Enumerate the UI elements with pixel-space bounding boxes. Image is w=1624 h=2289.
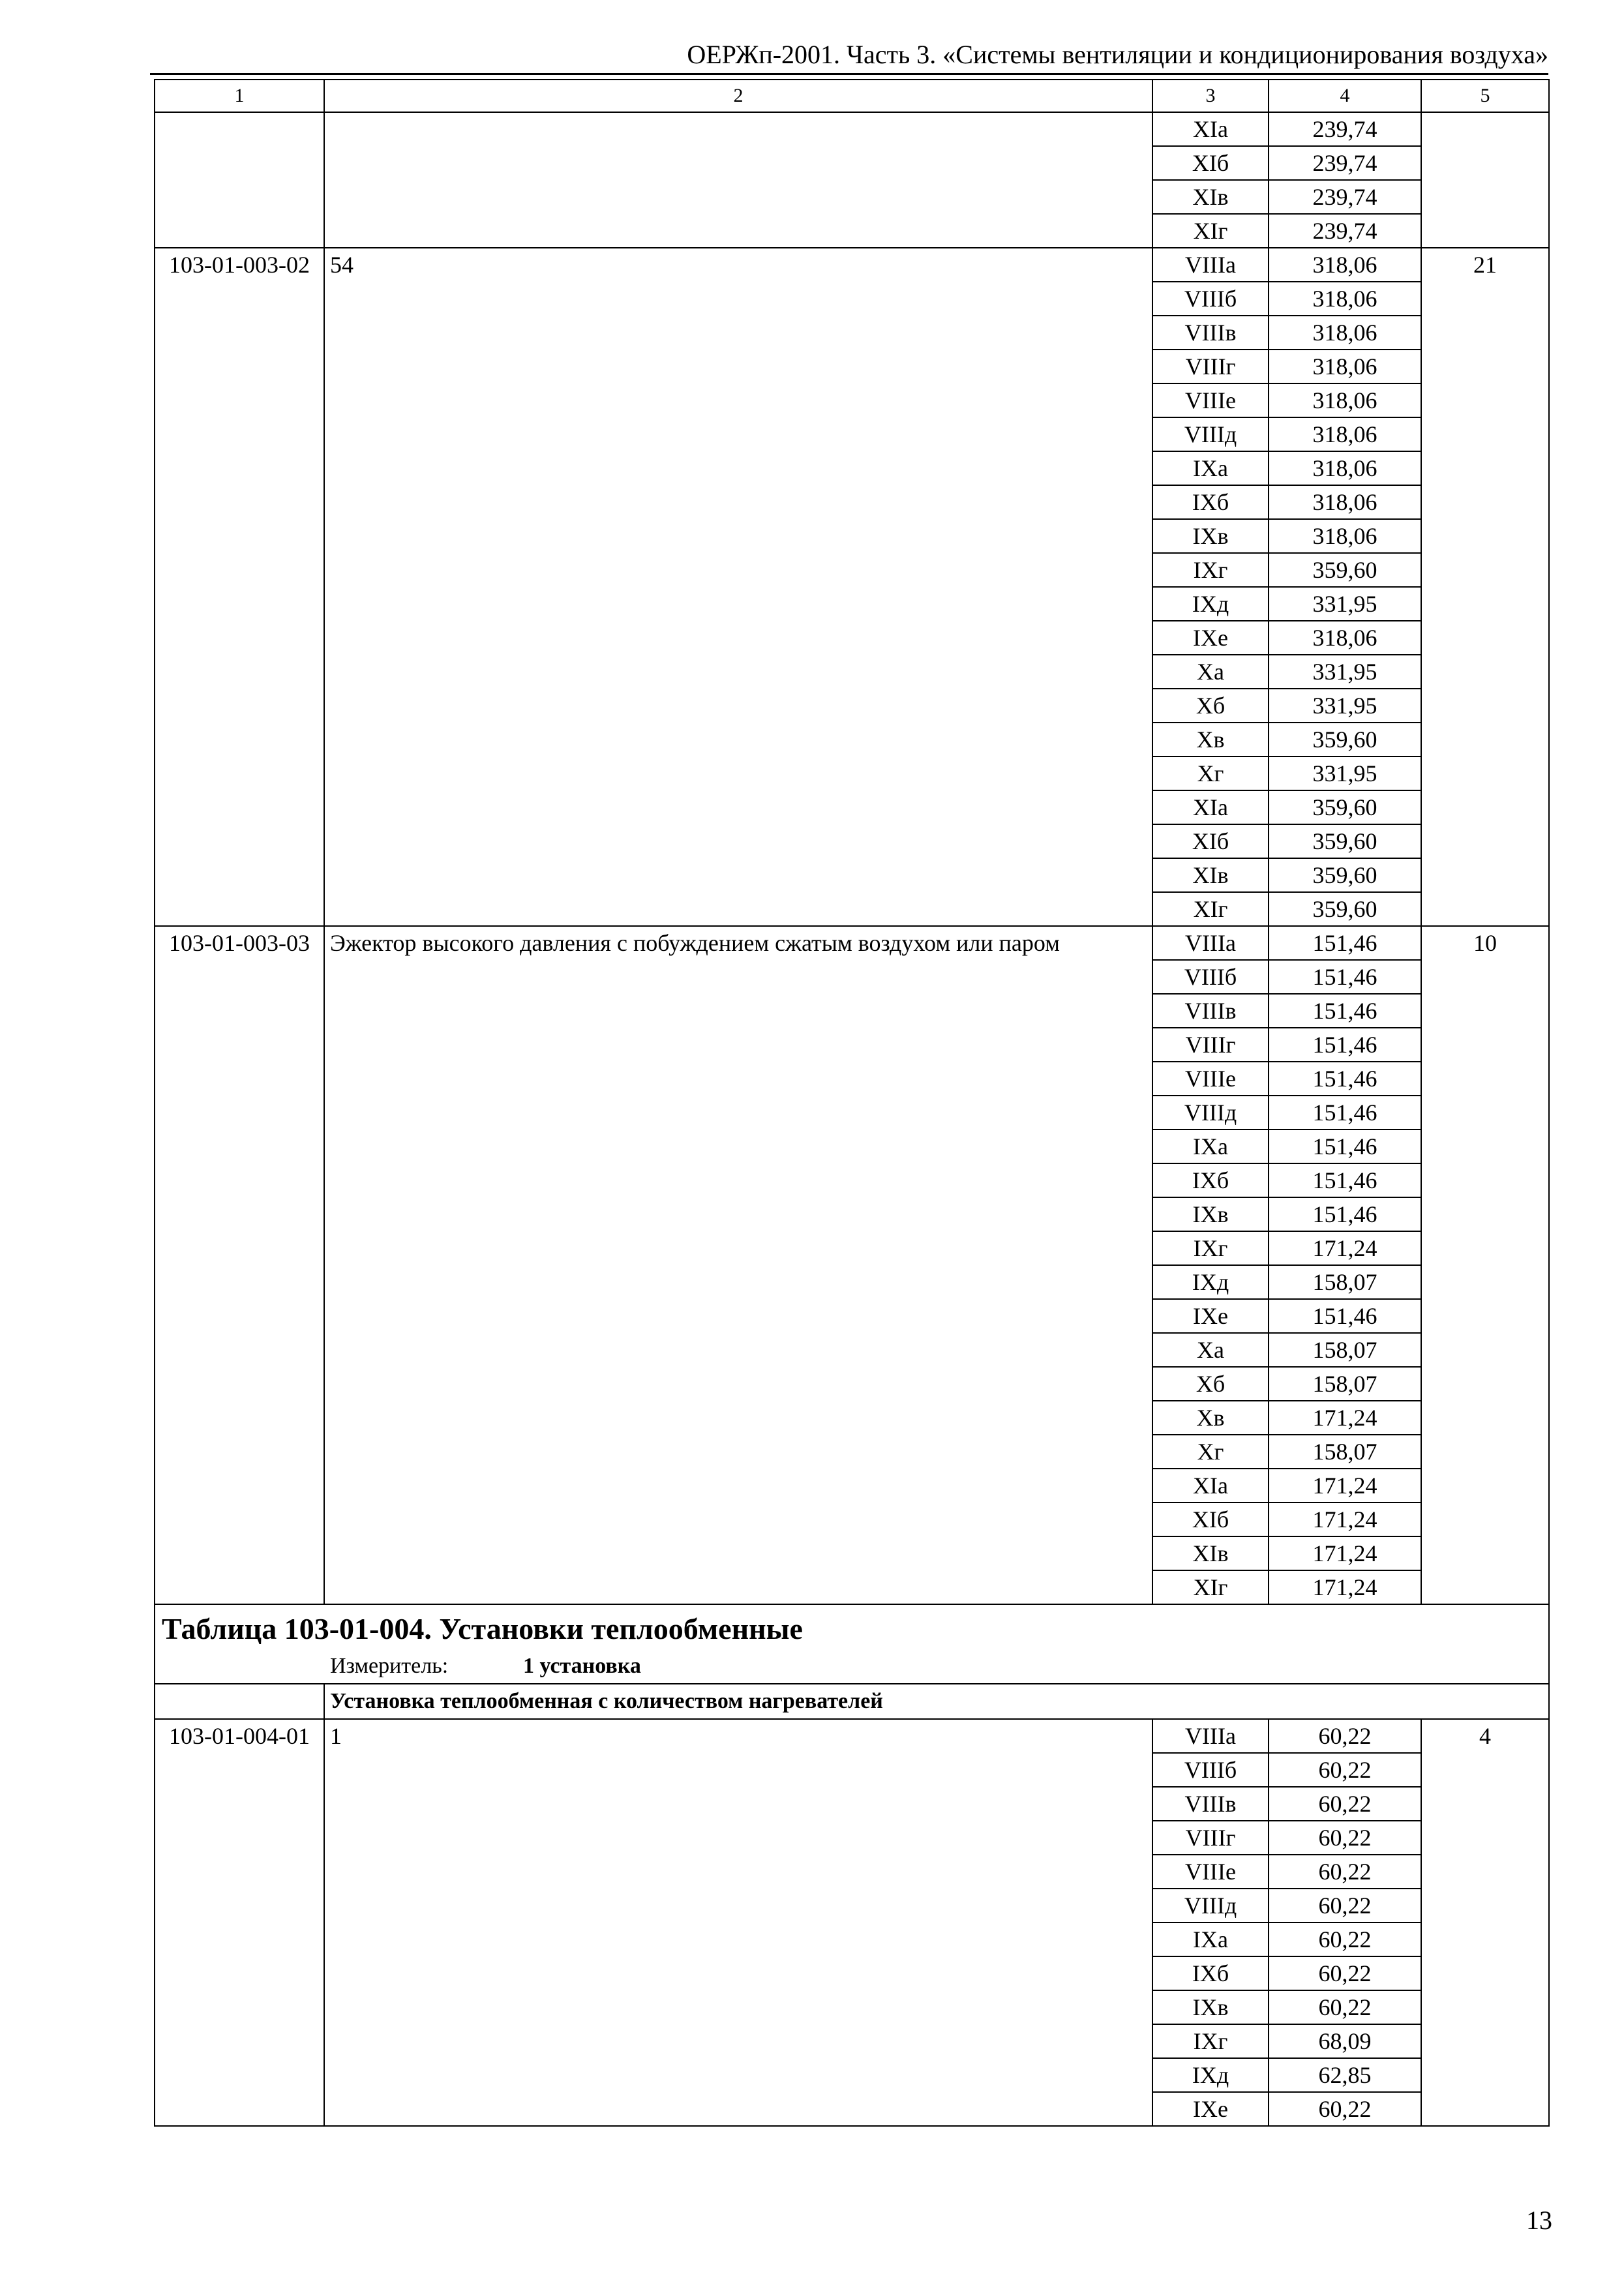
- zone-cell: IXб: [1152, 1956, 1269, 1990]
- page-number: 13: [1526, 2206, 1552, 2235]
- price-cell: 151,46: [1269, 1130, 1421, 1163]
- zone-cell: IXб: [1152, 485, 1269, 519]
- zone-cell: VIIIг: [1152, 350, 1269, 383]
- column-header-1: 1: [155, 80, 324, 112]
- price-cell: 151,46: [1269, 960, 1421, 994]
- zone-cell: Xб: [1152, 1367, 1269, 1401]
- zone-cell: IXв: [1152, 519, 1269, 553]
- price-cell: 359,60: [1269, 824, 1421, 858]
- zone-cell: VIIIв: [1152, 316, 1269, 350]
- zone-cell: VIIIа: [1152, 1719, 1269, 1753]
- price-cell: 151,46: [1269, 1299, 1421, 1333]
- price-cell: 151,46: [1269, 1163, 1421, 1197]
- zone-cell: VIIIг: [1152, 1028, 1269, 1062]
- subtitle: Установка теплообменная с количеством нагревателей: [324, 1684, 1549, 1719]
- price-cell: 318,06: [1269, 451, 1421, 485]
- table-title-row: [155, 1604, 1549, 1684]
- column-5-cell: [1421, 112, 1549, 248]
- measure-value: 1 установка: [523, 1654, 641, 1678]
- price-cell: 239,74: [1269, 214, 1421, 248]
- zone-cell: XIв: [1152, 858, 1269, 892]
- zone-cell: IXа: [1152, 1922, 1269, 1956]
- price-cell: 60,22: [1269, 1855, 1421, 1889]
- price-cell: 62,85: [1269, 2058, 1421, 2092]
- zone-cell: XIг: [1152, 892, 1269, 926]
- price-cell: 171,24: [1269, 1503, 1421, 1536]
- price-cell: 158,07: [1269, 1265, 1421, 1299]
- price-cell: 151,46: [1269, 926, 1421, 960]
- zone-cell: IXа: [1152, 1130, 1269, 1163]
- zone-cell: VIIIв: [1152, 994, 1269, 1028]
- price-cell: 239,74: [1269, 180, 1421, 214]
- description-cell: 54: [324, 248, 1152, 926]
- zone-cell: VIIIд: [1152, 417, 1269, 451]
- zone-cell: XIв: [1152, 180, 1269, 214]
- zone-cell: VIIIб: [1152, 282, 1269, 316]
- zone-cell: VIIIе: [1152, 1855, 1269, 1889]
- zone-cell: VIIIе: [1152, 1062, 1269, 1096]
- zone-cell: Xа: [1152, 655, 1269, 689]
- column-5-cell: 4: [1421, 1719, 1549, 2126]
- price-cell: 68,09: [1269, 2024, 1421, 2058]
- column-5-cell: 21: [1421, 248, 1549, 926]
- zone-cell: VIIIд: [1152, 1889, 1269, 1922]
- price-cell: 60,22: [1269, 1956, 1421, 1990]
- zone-cell: VIIIа: [1152, 248, 1269, 282]
- price-cell: 60,22: [1269, 1787, 1421, 1821]
- header-rule: [150, 73, 1548, 75]
- column-number-row: [155, 80, 1549, 112]
- zone-cell: Xг: [1152, 756, 1269, 790]
- price-cell: 151,46: [1269, 1062, 1421, 1096]
- price-cell: 331,95: [1269, 689, 1421, 723]
- column-header-2: 2: [324, 80, 1152, 112]
- code-cell: 103-01-003-02: [155, 248, 324, 926]
- zone-cell: IXд: [1152, 2058, 1269, 2092]
- price-cell: 318,06: [1269, 519, 1421, 553]
- zone-cell: Xб: [1152, 689, 1269, 723]
- zone-cell: VIIIд: [1152, 1096, 1269, 1130]
- price-cell: 151,46: [1269, 1028, 1421, 1062]
- zone-cell: XIг: [1152, 1570, 1269, 1604]
- price-cell: 60,22: [1269, 1719, 1421, 1753]
- table-row: [155, 112, 1549, 146]
- price-cell: 318,06: [1269, 417, 1421, 451]
- price-cell: 239,74: [1269, 146, 1421, 180]
- price-cell: 151,46: [1269, 1096, 1421, 1130]
- subtitle-spacer: [155, 1684, 324, 1719]
- price-cell: 171,24: [1269, 1570, 1421, 1604]
- zone-cell: XIб: [1152, 824, 1269, 858]
- price-cell: 318,06: [1269, 248, 1421, 282]
- zone-cell: VIIIа: [1152, 926, 1269, 960]
- zone-cell: IXв: [1152, 1197, 1269, 1231]
- price-cell: 239,74: [1269, 112, 1421, 146]
- table-title: Таблица 103-01-004. Установки теплообменные: [162, 1612, 803, 1645]
- zone-cell: IXе: [1152, 1299, 1269, 1333]
- price-cell: 171,24: [1269, 1469, 1421, 1503]
- zone-cell: Xв: [1152, 1401, 1269, 1435]
- code-cell: [155, 112, 324, 248]
- measure-label: Измеритель:: [330, 1654, 449, 1678]
- code-cell: 103-01-004-01: [155, 1719, 324, 2126]
- price-cell: 60,22: [1269, 2092, 1421, 2126]
- price-cell: 60,22: [1269, 1889, 1421, 1922]
- zone-cell: XIг: [1152, 214, 1269, 248]
- zone-cell: IXд: [1152, 587, 1269, 621]
- zone-cell: VIIIв: [1152, 1787, 1269, 1821]
- column-header-4: 4: [1269, 80, 1421, 112]
- zone-cell: Xа: [1152, 1333, 1269, 1367]
- description-cell: 1: [324, 1719, 1152, 2126]
- price-cell: 318,06: [1269, 621, 1421, 655]
- code-cell: 103-01-003-03: [155, 926, 324, 1604]
- zone-cell: IXе: [1152, 621, 1269, 655]
- price-cell: 60,22: [1269, 1922, 1421, 1956]
- price-cell: 171,24: [1269, 1401, 1421, 1435]
- column-5-cell: 10: [1421, 926, 1549, 1604]
- price-cell: 359,60: [1269, 790, 1421, 824]
- price-cell: 151,46: [1269, 1197, 1421, 1231]
- table-row: [155, 1719, 1549, 1753]
- zone-cell: VIIIб: [1152, 1753, 1269, 1787]
- zone-cell: IXг: [1152, 1231, 1269, 1265]
- zone-cell: VIIIг: [1152, 1821, 1269, 1855]
- price-cell: 318,06: [1269, 350, 1421, 383]
- price-cell: 60,22: [1269, 1821, 1421, 1855]
- zone-cell: XIа: [1152, 1469, 1269, 1503]
- price-cell: 171,24: [1269, 1231, 1421, 1265]
- subtitle-row: [155, 1684, 1549, 1719]
- price-cell: 331,95: [1269, 655, 1421, 689]
- zone-cell: VIIIб: [1152, 960, 1269, 994]
- zone-cell: XIв: [1152, 1536, 1269, 1570]
- table-row: [155, 248, 1549, 282]
- zone-cell: IXв: [1152, 1990, 1269, 2024]
- price-cell: 331,95: [1269, 756, 1421, 790]
- zone-cell: VIIIе: [1152, 383, 1269, 417]
- price-cell: 158,07: [1269, 1367, 1421, 1401]
- description-cell: Эжектор высокого давления с побуждением сжатым воздухом или паром: [324, 926, 1152, 1604]
- running-header: ОЕРЖп-2001. Часть 3. «Системы вентиляции и кондиционирования воздуха»: [687, 40, 1548, 69]
- price-cell: 60,22: [1269, 1990, 1421, 2024]
- zone-cell: IXд: [1152, 1265, 1269, 1299]
- price-cell: 318,06: [1269, 485, 1421, 519]
- zone-cell: XIб: [1152, 146, 1269, 180]
- price-cell: 158,07: [1269, 1333, 1421, 1367]
- price-cell: 158,07: [1269, 1435, 1421, 1469]
- price-cell: 318,06: [1269, 282, 1421, 316]
- price-cell: 151,46: [1269, 994, 1421, 1028]
- column-header-3: 3: [1152, 80, 1269, 112]
- price-cell: 359,60: [1269, 858, 1421, 892]
- zone-cell: IXг: [1152, 2024, 1269, 2058]
- price-table-body: [155, 80, 1549, 2126]
- price-cell: 171,24: [1269, 1536, 1421, 1570]
- zone-cell: XIб: [1152, 1503, 1269, 1536]
- zone-cell: IXг: [1152, 553, 1269, 587]
- table-title-cell: [155, 1604, 1549, 1684]
- zone-cell: XIа: [1152, 112, 1269, 146]
- zone-cell: IXе: [1152, 2092, 1269, 2126]
- description-cell: [324, 112, 1152, 248]
- price-cell: 60,22: [1269, 1753, 1421, 1787]
- price-cell: 318,06: [1269, 316, 1421, 350]
- zone-cell: Xг: [1152, 1435, 1269, 1469]
- zone-cell: XIа: [1152, 790, 1269, 824]
- price-cell: 359,60: [1269, 723, 1421, 756]
- table-title-wrap: [155, 1605, 1548, 1683]
- column-header-5: 5: [1421, 80, 1549, 112]
- price-cell: 331,95: [1269, 587, 1421, 621]
- zone-cell: Xв: [1152, 723, 1269, 756]
- price-cell: 318,06: [1269, 383, 1421, 417]
- table-row: [155, 926, 1549, 960]
- price-cell: 359,60: [1269, 892, 1421, 926]
- zone-cell: IXа: [1152, 451, 1269, 485]
- zone-cell: IXб: [1152, 1163, 1269, 1197]
- price-cell: 359,60: [1269, 553, 1421, 587]
- price-table: [154, 79, 1550, 2127]
